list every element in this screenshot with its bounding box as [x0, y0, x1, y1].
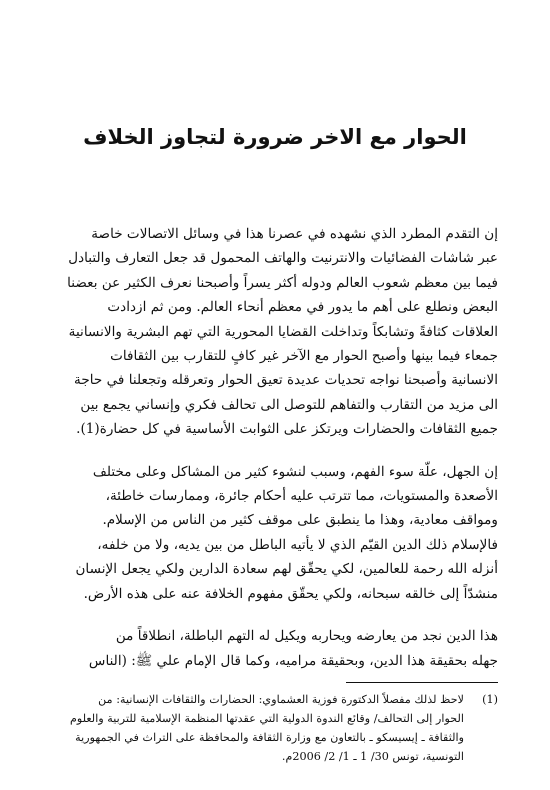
body-text	[52, 222, 498, 673]
text-line: إن التقدم المطرد الذي نشهده في عصرنا هذا في وسائل الاتصالات خاصة	[91, 226, 498, 242]
text-line: منشدّاً إلى خالقه سبحانه، ولكي يحقّق مفهوم الخلافة عنه على هذه الأرض.	[83, 585, 498, 602]
text-line: عبر شاشات الفضائيات والانترنيت والهاتف المحمول قد جعل التعارف والتبادل	[68, 250, 498, 267]
footnote	[52, 690, 498, 766]
footnote-line: لاحظ لذلك مفصلاً الدكتورة فوزية العشماوي: الحضارات والثقافات الإنسانية: من	[98, 693, 464, 706]
chapter-title: الحوار مع الاخر ضرورة لتجاوز الخلاف	[83, 125, 467, 149]
text-line: فيما بين معظم شعوب العالم ودوله أكثر يسراً وأصبحنا نعرف الكثير عن بعضنا	[67, 274, 498, 291]
text-line: العلاقات كثافةً وتشابكاً وتداخلت القضايا المحورية التي تهم البشرية والانسانية	[68, 323, 498, 340]
footnote-line: الحوار إلى التحالف/ وقائع الندوة الدولية التي عقدتها المنظمة الإسلامية للتربية والعلوم	[70, 712, 464, 725]
text-line: إن الجهل، علّة سوء الفهم، وسبب لنشوء كثير من المشاكل وعلى مختلف	[92, 463, 498, 480]
text-line: الأصعدة والمستويات، مما تترتب عليه أحكام جائرة، وممارسات خاطئة،	[105, 488, 498, 505]
text-line: ومواقف معادية، وهذا ما ينطبق على موقف كثير من الناس من الإسلام.	[102, 512, 498, 529]
text-line: أنزله الله رحمة للعالمين، لكي يحقّق لهم سعادة الدارين ولكي يجعل الإنسان	[75, 561, 498, 578]
text-line: جمعاء فيما بينها وأصبح الحوار مع الآخر غير كافٍ للتقارب بين الثقافات	[110, 348, 498, 365]
paragraph-1	[52, 222, 498, 442]
text-line: البعض ونطلع على أهم ما يدور في معظم أنحاء العالم. ومن ثم ازدادت	[107, 299, 498, 316]
footnote-body	[52, 690, 464, 766]
paragraph-3	[52, 624, 498, 673]
footnote-line: التونسية، تونس 30/ 1 ـ 1/ 2/ 2006م.	[281, 750, 464, 763]
footnote-line: والثقافة ـ إيسيسكو ـ بالتعاون مع وزارة الثقافة والمحافظة على التراث في الجمهورية	[75, 731, 464, 744]
text-line: الى مزيد من التقارب والتفاهم للتوصل الى تحالف فكري وإنساني يجمع بين	[80, 396, 498, 413]
footnote-number: (1)	[482, 693, 498, 706]
text-line: جهله بحقيقة هذا الدين، وبحقيقة مراميه، وكما قال الإمام علي ﷺ: (الناس	[88, 652, 498, 669]
text-line: فالإسلام ذلك الدين القيّم الذي لا يأتيه الباطل من بين يديه، ولا من خلفه،	[97, 536, 498, 553]
text-line: هذا الدين نجد من يعارضه ويحاربه ويكيل له التهم الباطلة، انطلاقاً من	[115, 628, 498, 645]
footnote-divider	[346, 682, 498, 683]
paragraph-2	[52, 460, 498, 606]
text-line: الانسانية وأصبحنا نواجه تحديات عديدة تعيق الحوار وتعرقله وتجعلنا في حاجة	[74, 372, 498, 389]
text-line: جميع الثقافات والحضارات ويرتكز على الثوابت الأساسية في كل حضارة(1).	[76, 421, 498, 438]
